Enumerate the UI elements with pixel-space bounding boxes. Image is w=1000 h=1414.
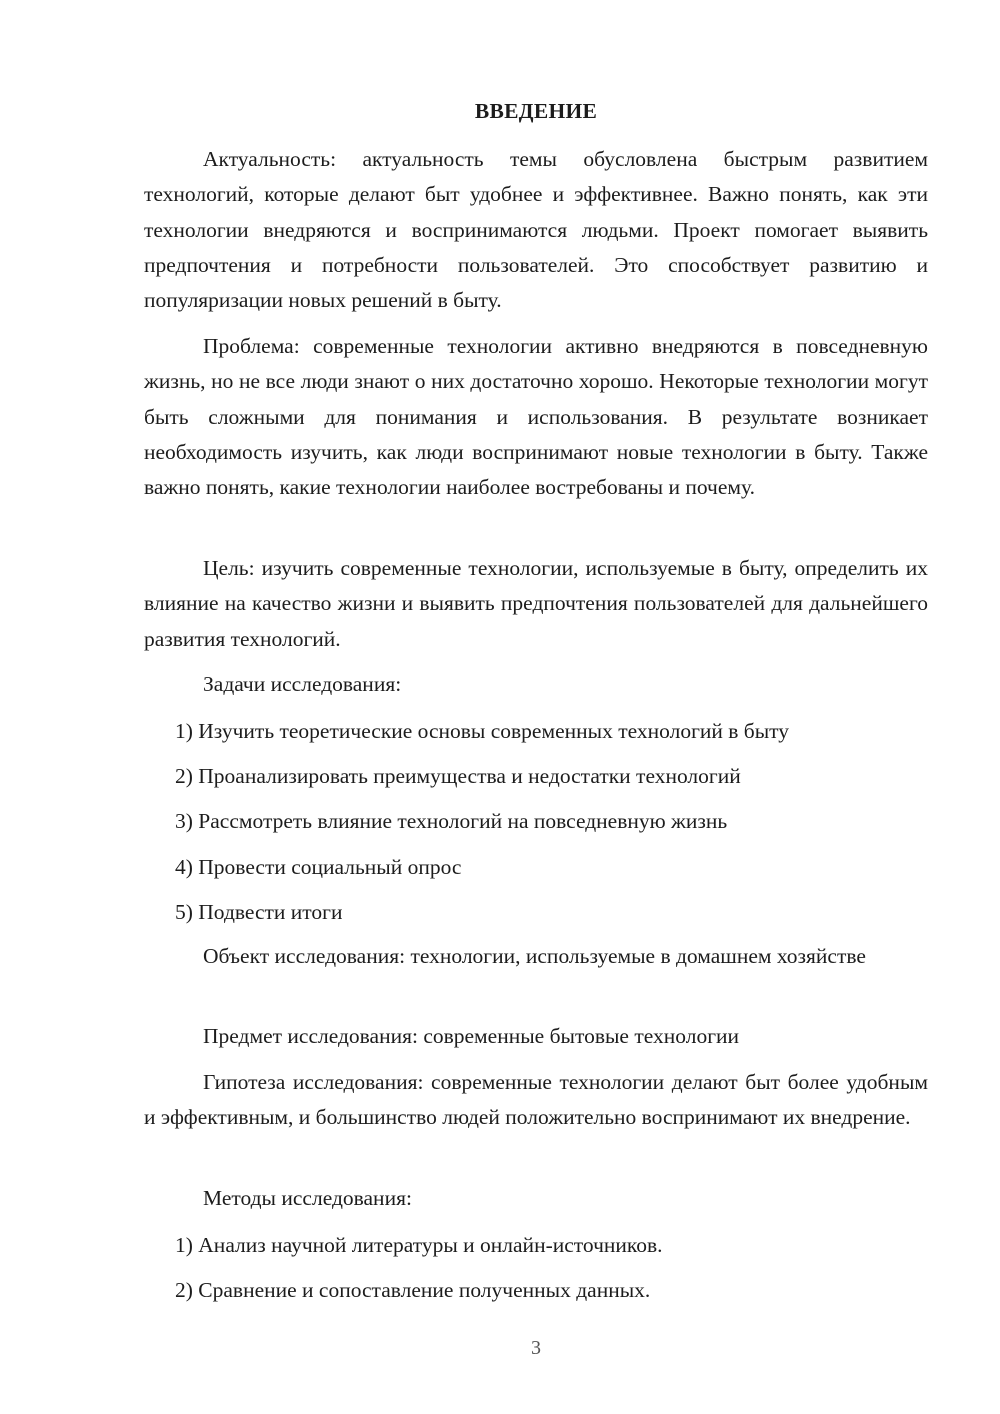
task-list-item: 4) Провести социальный опрос xyxy=(175,855,462,879)
task-list-item: 3) Рассмотреть влияние технологий на повседневную жизнь xyxy=(175,809,728,833)
task-list-item: 2) Проанализировать преимущества и недостатки технологий xyxy=(175,764,741,788)
paragraph-problem: Проблема: современные технологии активно внедряются в повседневную жизнь, но не все люди знают о них достаточно хорошо. Некоторые технологии могут быть сложными для понимания и использования. В результате возникает необходимость изучить, как люди воспринимают новые технологии в быту. Также важно понять, какие технологии наиболее востребованы и почему. xyxy=(144,334,928,500)
paragraph-object: Объект исследования: технологии, используемые в домашнем хозяйстве xyxy=(203,944,866,968)
page-title: ВВЕДЕНИЕ xyxy=(474,99,598,123)
tasks-heading: Задачи исследования: xyxy=(203,672,402,696)
paragraph-relevance: Актуальность: актуальность темы обусловлена быстрым развитием технологий, которые делают быт удобнее и эффективнее. Важно понять, как эти технологии внедряются и воспринимаются людьми. Проект помогает выявить предпочтения и потребности пользователей. Это способствует развитию и популяризации новых решений в быту. xyxy=(144,147,928,313)
paragraph-hypothesis: Гипотеза исследования: современные технологии делают быт более удобным и эффективным, и большинство людей положительно воспринимают их внедрение. xyxy=(144,1070,928,1130)
task-list-item: 1) Изучить теоретические основы современных технологий в быту xyxy=(175,719,790,743)
method-list-item: 1) Анализ научной литературы и онлайн-источников. xyxy=(175,1233,663,1257)
paragraph-subject: Предмет исследования: современные бытовые технологии xyxy=(203,1024,740,1048)
method-list-item: 2) Сравнение и сопоставление полученных данных. xyxy=(175,1278,651,1302)
task-list-item: 5) Подвести итоги xyxy=(175,900,343,924)
paragraph-goal: Цель: изучить современные технологии, используемые в быту, определить их влияние на качество жизни и выявить предпочтения пользователей для дальнейшего развития технологий. xyxy=(144,556,928,651)
page-number: 3 xyxy=(531,1337,541,1359)
methods-heading: Методы исследования: xyxy=(203,1186,412,1210)
